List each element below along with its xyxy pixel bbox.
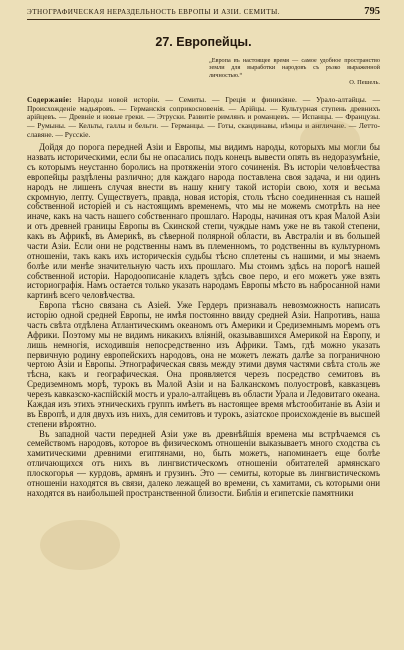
contents-text: Народы новой исторіи. — Семиты. — Греція и финикіяне. — Урало-алтайцы. — Происхожденіе мадьяровъ. — Германскія соприкосновенія. — Арійцы. — Культурная ступень древнихъ арійцевъ. — Древніе и новые греки. — Этруски. Развитіе римлянъ и романцевъ. — Испанцы. — Французы. — Румыны. — Кельты, галлы и бельги. — Германцы. — Готы, скандинавы, нѣмцы и англичане. — Летто-славяне. — Русскіе.: [27, 95, 380, 139]
page-number: 795: [364, 6, 380, 17]
paragraph: Дойдя до порога передней Азіи и Европы, мы видимъ народы, которыхъ мы могли бы назвать историческими, если бы не опасались подъ конецъ вывести опять въ недоразумѣніе, съ которымъ неустанно боролись на протяженіи этого сочиненія. Въ исторіи человѣчества европейцы раздѣлены различно; для каждаго народа поставлена своя задача, и ни одинъ народъ не лишенъ случая внести въ нашу книгу такой исторіи свою, хотя и весьма скромную, лепту. Существуетъ, правда, новая исторія, столь тѣсно соединенная съ нашей собственной исторіей и съ настоящимъ временемъ, что мы не можемъ смотрѣть на нее иначе, какъ на часть нашего собственнаго прошлаго. Народы, начиная отъ края Малой Азіи и отъ древней границы Европы въ Скинской степи, чуждые намъ уже не въ такой степени, какъ въ Африкѣ, въ Америкѣ, въ сѣверной полярной области, въ Австраліи и въ большей части Азіи. Если они не родственны намъ въ племенномъ, то родственны въ культурномъ отношеніи, такъ какъ ихъ историческія судьбы тѣсно сплетены съ нашими, и мы знаемъ болѣе или менѣе значительную часть ихъ прошлаго. Мы стоимъ здѣсь на порогѣ нашей собственной исторіи. Народоописаніе кладетъ здѣсь свое перо, и его можетъ уже взять историографія. Намъ остается только указать народамъ Европы мѣсто въ набросанной нами картинѣ всего человѣчества.: [27, 142, 380, 301]
header-rule: [27, 19, 380, 20]
paragraph: Въ западной части передней Азіи уже въ древнѣйшія времена мы встрѣчаемся съ семействомъ народовъ, которое въ физическомъ отношеніи выказываетъ много сходства съ хамитическими древними египтянами, но, быть можетъ, напоминаетъ еще болѣе отличающихся отъ нихъ въ лингвистическомъ отношеніи обитателей армянскаго плоскогорья — курдовъ, армянъ и грузинъ. Это — семиты, которые въ лингвистическомъ отношеніи находятся въ связи, далеко лежащей во времени, съ хамитами, съ которыми они находятся въ наибольшей пространственной близости. Библія и египетскіе памятники: [27, 428, 380, 498]
running-header: [27, 7, 380, 17]
paragraph: Европа тѣсно связана съ Азіей. Уже Гердеръ признавалъ невозможность написать исторію одной средней Европы, не имѣя постоянно ввиду средней Азіи. Напротивъ, наша часть свѣта отдѣлена Атлантическимъ океаномъ отъ Америки и Средиземнымъ моремъ отъ Африки. Поэтому мы не видимъ никакихъ вліяній, оказывавшихся Америкой на Европу, и лишь немногія, исходившія непосредственно изъ Африки. Тамъ, гдѣ можно указать первичную родину европейскихъ народовъ, она не можетъ лежать далѣе за пограничною чертою Азіи и Европы. Этнографическая связь между этими двумя частями свѣта столь же тѣсна, какъ и географическая. Она проявляется черезъ посредство семитовъ въ Средиземномъ морѣ, турокъ въ Малой Азіи и на Балканскомъ полуостровѣ, кавказцевъ черезъ кавказско-каспійскій мостъ и урало-алтайцевъ въ области Урала и Ледовитаго океана. Каждая изъ этихъ этническихъ группъ имѣетъ въ настоящее время мѣстообитаніе въ Азіи и въ Европѣ, и для двухъ изъ нихъ, для семитовъ и турокъ, азіатское происхожденіе въ высшей степени вѣроятно.: [27, 300, 380, 429]
paper-stain: [300, 120, 360, 160]
epigraph: [209, 57, 380, 86]
paper-stain: [40, 520, 120, 570]
body-text: [27, 143, 380, 499]
running-title: ЭТНОГРАФИЧЕСКАЯ НЕРАЗДЕЛЬНОСТЬ ЕВРОПЫ И АЗІИ. СЕМИТЫ.: [27, 8, 280, 16]
chapter-title: 27. Европейцы.: [155, 35, 252, 49]
contents-label: Содержаніе:: [27, 95, 72, 105]
epigraph-text: „Европа въ настоящее время — самое удобное пространство земли для выработки народовъ съ ръзко выраженной личностью.“: [209, 57, 380, 79]
epigraph-author: О. Пешель.: [349, 78, 380, 86]
